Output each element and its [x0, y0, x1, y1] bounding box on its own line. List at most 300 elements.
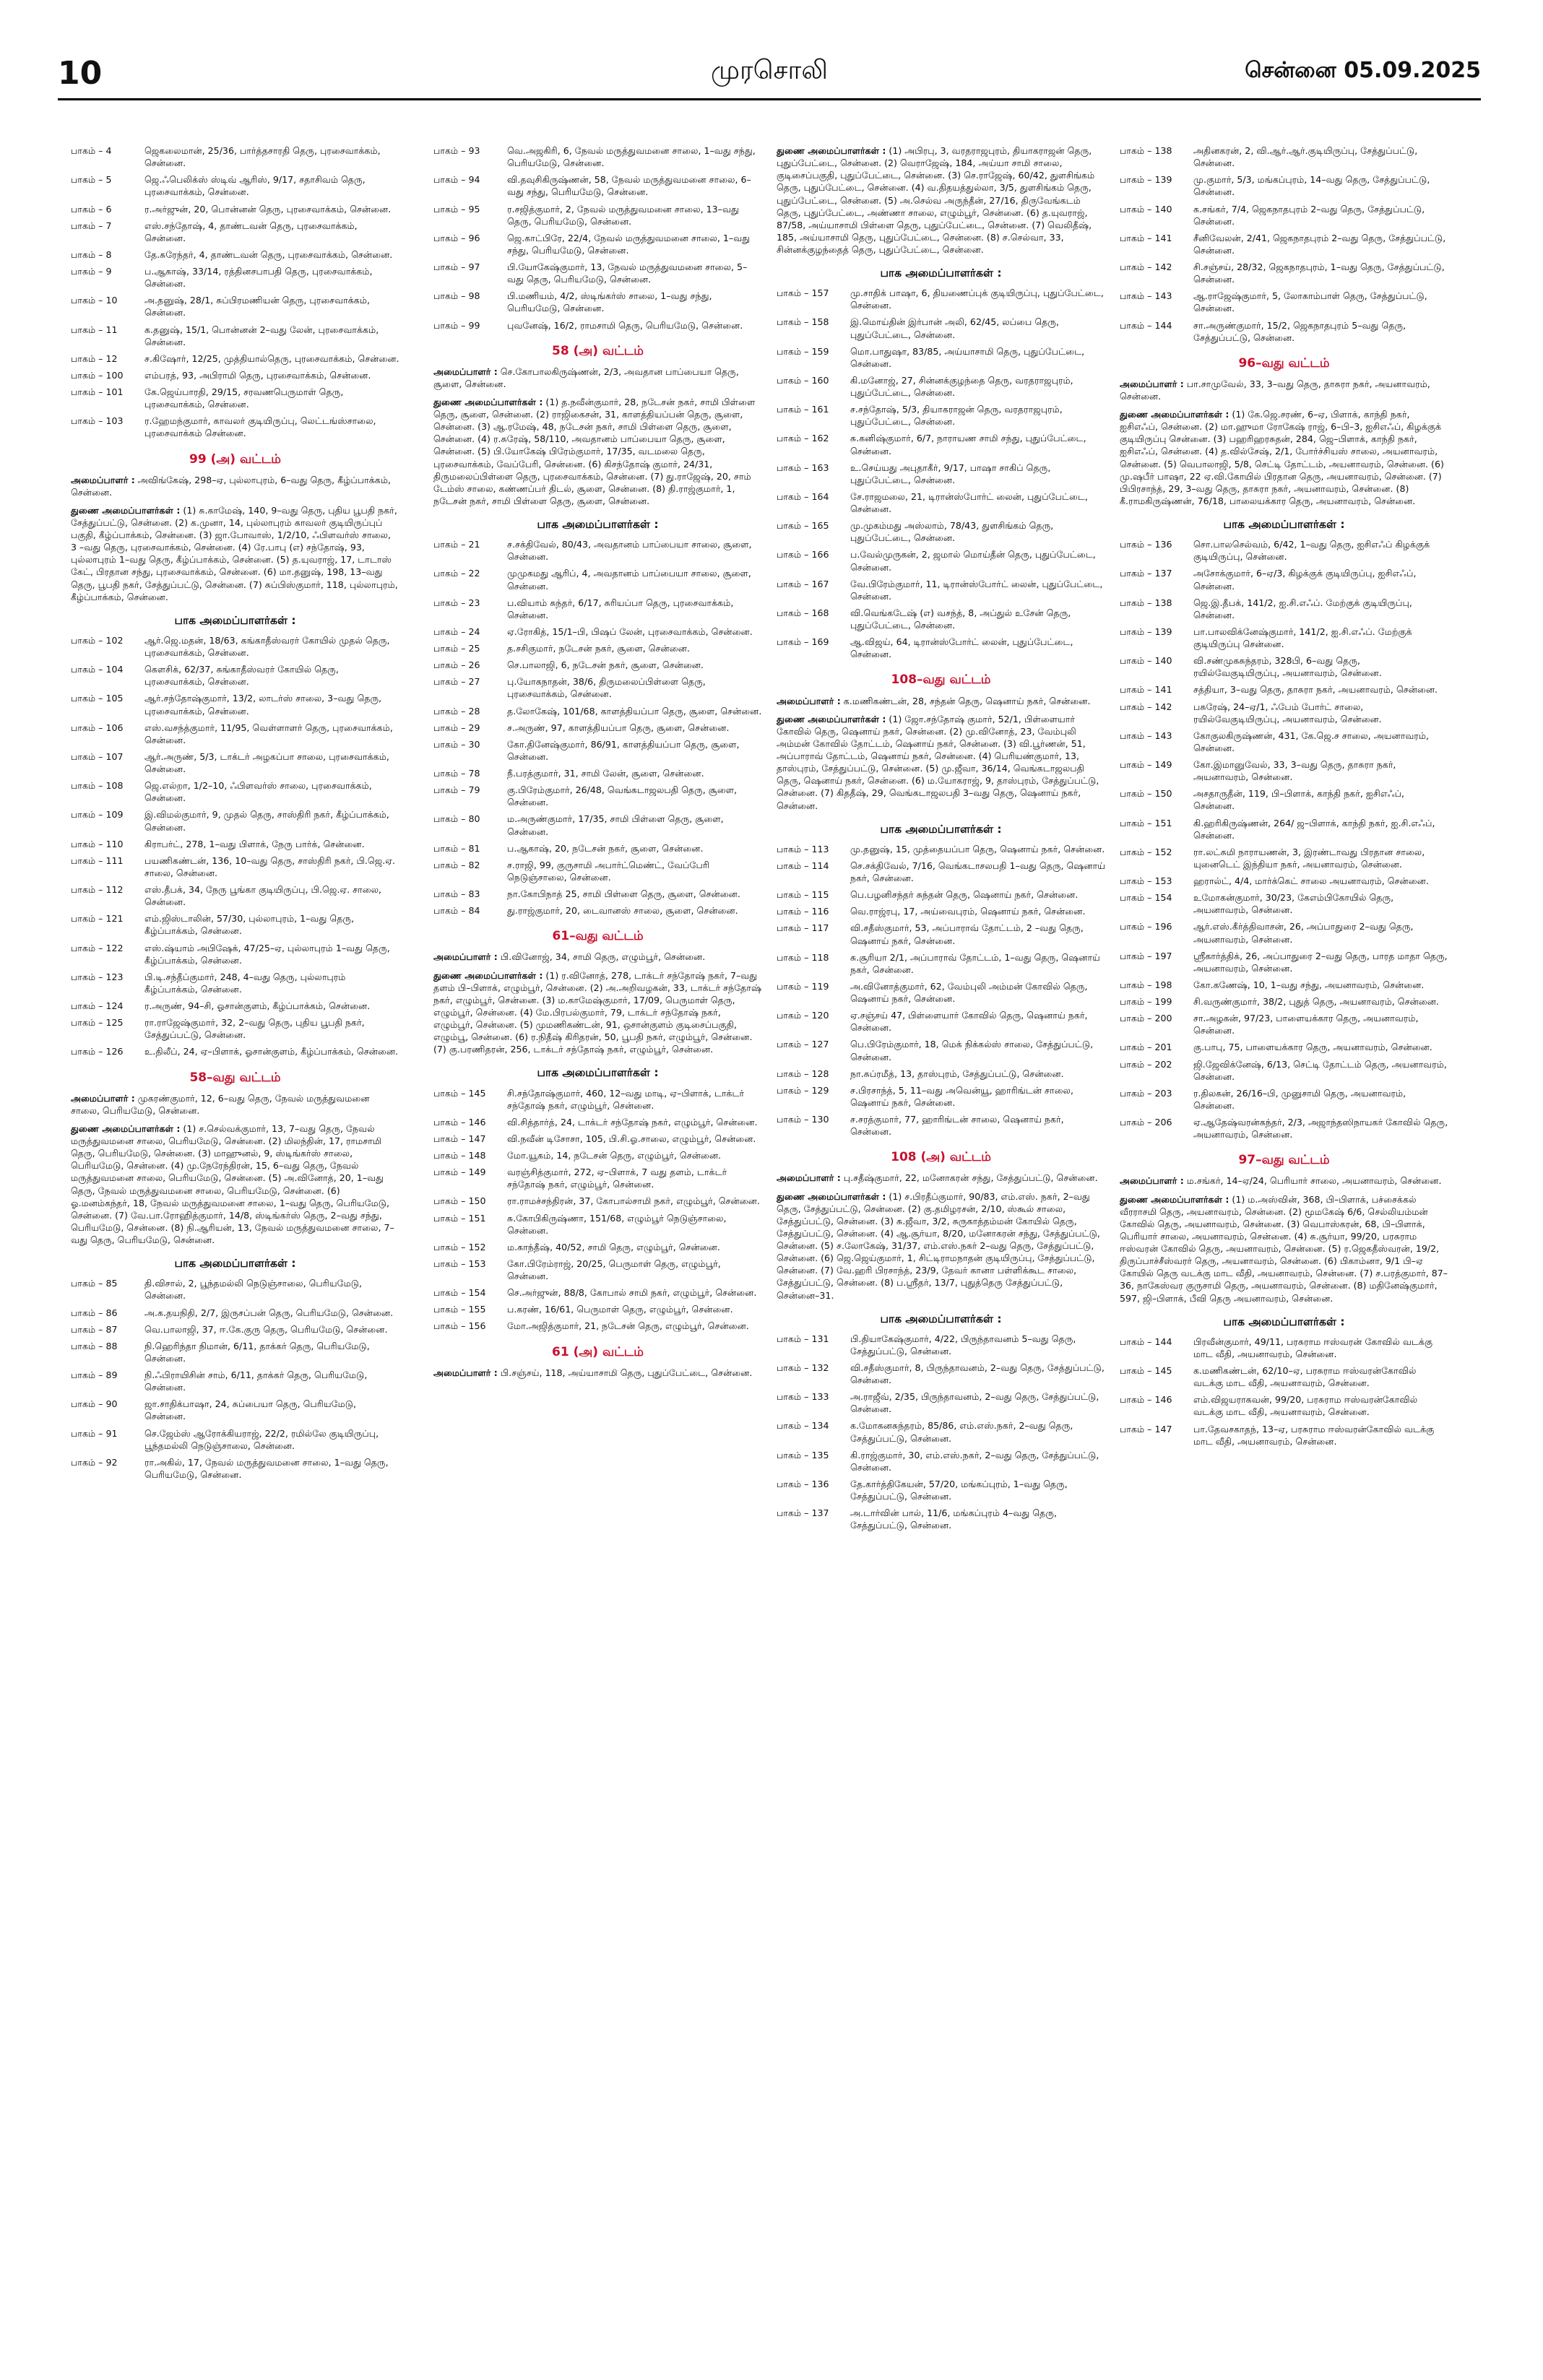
booth-organizer-details: எம்பரத், 93, அபிராமி தெரு, புரசைவாக்கம், சென்னை.	[144, 369, 371, 381]
booth-organizer-details: ச.பிரசாந்த், 5, 11–வது அவென்யூ, ஹாரிங்டன் சாலை, ஷெனாய் நகர், சென்னை.	[850, 1084, 1073, 1108]
booth-entry	[71, 386, 399, 410]
booth-organizer-details: தே.கார்த்திகேயன், 57/20, மங்கப்புரம், 1–வது தெரு, சேத்துப்பட்டு, சென்னை.	[850, 1478, 1068, 1502]
deputies-label: துணை அமைப்பாளர்கள் :	[777, 145, 886, 156]
booth-organizer-details: அ.க.தயநிதி, 2/7, இருசப்பன் தெரு, பெரியமேடு, சென்னை.	[144, 1307, 394, 1318]
booth-entry	[71, 692, 399, 717]
subsection-heading: பாக அமைப்பாளர்கள் :	[537, 518, 659, 532]
deputies-text: (1) ஜோ.சந்தோஷ் குமார், 52/1, பிள்ளையார் கோவில் தெரு, ஷெனாய் நகர், சென்னை. (2) மு.வினோத், 23, வேம்புலி அம்மன் கோவில் தோட்டம், ஷெனாய் நகர், சென்னை. (3) வி.பூர்ணன், 51, அப்பாராவ் தோட்டம், ஷெனாய் நகர், சென்னை. (4) பெரியண்குமார், 13, தாஸ்புரம், சேத்துப்பட்டு, சென்னை. (5) மு.ஜீவா, 36/14, வெங்கடாஜலபதி தெரு, ஷெனாய் நகர், சென்னை. (6) ம.யோகராஜ், 9, தாஸ்புரம், சேத்துப்பட்டு, சென்னை. (7) கிததீஷ், 29, வெங்கடாஜலபதி 3–வது தெரு, ஷெனாய் நகர், சென்னை.	[777, 713, 1099, 811]
booth-entry	[777, 490, 1105, 515]
booth-number: பாகம் – 84	[433, 905, 480, 917]
booth-organizer-details: நி.ஃபிராயிசின் சாம், 6/11, தாக்கர் தெரு, பெரியமேடு, சென்னை.	[144, 1369, 368, 1393]
booth-entry	[433, 626, 762, 638]
booth-entry	[777, 951, 1105, 976]
booth-entry	[777, 1038, 1105, 1063]
booth-number: பாகம் – 99	[433, 319, 480, 331]
subsection-heading: பாக அமைப்பாளர்கள் :	[880, 822, 1002, 836]
subsection-heading: பாக அமைப்பாளர்கள் :	[1223, 518, 1345, 532]
booth-number: பாகம் – 23	[433, 597, 480, 608]
booth-entry	[71, 1340, 399, 1364]
booth-organizer-details: ஏ.ஆதேஷ்வரன்கந்தர், 2/3, அஜாந்தஸிநாயகர் கோவில் தெரு, அயனாவரம், சென்னை.	[1193, 1117, 1448, 1141]
booth-entry	[433, 1195, 762, 1207]
booth-number: பாகம் – 147	[433, 1133, 486, 1144]
booth-number: பாகம் – 146	[433, 1116, 486, 1128]
booth-number: பாகம் – 147	[1120, 1423, 1172, 1435]
booth-organizer-details: ஏ.சஞ்சய் 47, பிள்ளையார் கோவில் தெரு, ஷெனாய் நகர், சென்னை.	[850, 1010, 1088, 1034]
booth-entry	[1120, 1423, 1448, 1448]
booth-number: பாகம் – 138	[1120, 597, 1172, 608]
booth-organizer-details: பா.பாலவிக்னேஷ்குமார், 141/2, ஐ.சி.எஃப். மேற்குக் குடியிருப்பு சென்னை.	[1193, 626, 1412, 650]
entry-list	[777, 1333, 1105, 1532]
entry-list	[433, 144, 762, 332]
booth-entry	[1120, 1364, 1448, 1389]
booth-organizer-details: பி.தியாகேஷ்குமார், 4/22, பிருந்தாவனம் 5–வது தெரு, சேத்துப்பட்டு, சென்னை.	[850, 1333, 1076, 1356]
booth-organizer-details: அ.வினோத்குமார், 62, வேம்புலி அம்மன் கோவில் தெரு, ஷெனாய் நகர், சென்னை.	[850, 980, 1088, 1005]
booth-entry	[1120, 1058, 1448, 1083]
page-number: 10	[58, 55, 103, 92]
booth-number: பாகம் – 155	[433, 1304, 486, 1315]
booth-organizer-details: ஜா.சாதிக்பாஷா, 24, சுப்பையா தெரு, பெரியமேடு, சென்னை.	[144, 1398, 356, 1422]
edition-date: சென்னை 05.09.2025	[1245, 58, 1481, 83]
booth-organizer-details: மு.முகம்மது அஸ்லாம், 78/43, துளசிங்கம் தெரு, புதுப்பேட்டை, சென்னை.	[850, 520, 1054, 544]
booth-organizer-details: பசுரேஷ், 24–ஏ/1, ஃபேம் போர்ட் சாலை, ரயில்வேகுடியிருப்பு, அயனாவரம், சென்னை.	[1193, 701, 1382, 724]
booth-number: பாகம் – 145	[433, 1087, 486, 1099]
booth-entry	[71, 663, 399, 688]
booth-number: பாகம் – 154	[1120, 892, 1172, 904]
booth-number: பாகம் – 28	[433, 705, 480, 717]
booth-number: பாகம் – 144	[1120, 319, 1172, 331]
booth-number: பாகம் – 95	[433, 203, 480, 215]
booth-entry	[777, 287, 1105, 311]
booth-organizer-details: சி.வருண்குமார், 38/2, புதுத் தெரு, அயனாவரம், சென்னை.	[1193, 996, 1439, 1008]
booth-number: பாகம் – 107	[71, 750, 124, 762]
booth-entry	[777, 1507, 1105, 1531]
booth-organizer-details: வெ.பாலாஜி, 37, ஈ.கே.குரு தெரு, பெரியமேடு, சென்னை.	[144, 1323, 388, 1335]
booth-organizer-details: ம.அருண்குமார், 17/35, சாமி பிள்ளை தெரு, சூளை, சென்னை.	[507, 813, 724, 837]
booth-number: பாகம் – 128	[777, 1068, 829, 1079]
entry-list	[1120, 1336, 1448, 1448]
booth-entry	[433, 642, 762, 654]
booth-entry	[1120, 683, 1448, 696]
booth-organizer-details: சொ.பாலசெல்வம், 6/42, 1–வது தெரு, ஐசிஎஃப் கிழக்குக் குடியிருப்பு, சென்னை.	[1193, 539, 1430, 563]
booth-number: பாகம் – 111	[71, 854, 124, 866]
booth-number: பாகம் – 79	[433, 784, 480, 796]
booth-organizer-details: சி.சந்தோஷ்குமார், 460, 12–வது மாடி, ஏ–பிளாக், டாக்டர் சந்தோஷ் நகர், எழும்பூர், சென்னை.	[507, 1087, 745, 1111]
booth-organizer-details: ஆர்.அருண், 5/3, டாக்டர் அழகப்பா சாலை, புரசைவாக்கம், சென்னை.	[144, 750, 389, 775]
booth-organizer-details: க.தனுஷ், 15/1, பொன்னன் 2–வது லேன், புரசைவாக்கம், சென்னை.	[144, 324, 379, 347]
booth-organizer-details: ர.ஹேமந்குமார், காவலர் குடியிருப்பு, லெட்டங்ஸ்சாலை, புரசைவாக்கம் சென்னை.	[144, 415, 376, 439]
booth-number: பாகம் – 118	[777, 951, 829, 963]
booth-entry	[433, 1149, 762, 1161]
entry-list	[71, 634, 399, 1058]
booth-organizer-details: பெ.பழனிசந்தர் சுந்தன் தெரு, ஷெனாய் நகர், சென்னை.	[850, 889, 1079, 901]
booth-entry	[777, 462, 1105, 486]
booth-organizer-details: எஸ்.ஷ்யாம் அபிஷேக், 47/25–ஏ, புல்லாபுரம் 1–வது தெரு, கீழ்ப்பாக்கம், சென்னை.	[144, 942, 390, 966]
deputies-block	[777, 713, 1105, 812]
deputies-label: துணை அமைப்பாளர்கள் :	[777, 713, 886, 724]
booth-organizer-details: ஜெகலைமான், 25/36, பார்த்தசாரதி தெரு, புரசைவாக்கம், சென்னை.	[144, 145, 381, 169]
booth-entry	[1120, 920, 1448, 945]
booth-organizer-details: ரா.அகில், 17, நேவல் மருத்துவமனை சாலை, 1–வது தெரு, பெரியமேடு, சென்னை.	[144, 1456, 389, 1480]
booth-entry	[71, 144, 399, 169]
booth-number: பாகம் – 198	[1120, 979, 1172, 990]
booth-entry	[433, 1116, 762, 1128]
booth-organizer-details: வெ.ராஜ்ரபு, 17, அய்வைபுரம், ஷெனாய் நகர், சென்னை.	[850, 906, 1086, 917]
booth-organizer-details: உ.திலீப், 24, ஏ–பிளாக், ஓசான்குளம், கீழ்ப்பாக்கம், சென்னை.	[144, 1046, 399, 1057]
booth-organizer-details: பெ.பிரேம்குமார், 18, மெக் நிக்கல்ஸ் சாலை, சேத்துப்பட்டு, சென்னை.	[850, 1039, 1094, 1063]
booth-organizer-details: அசதாருதீன், 119, பி–பிளாக், காந்தி நகர், ஐசிஎஃப், சென்னை.	[1193, 788, 1404, 812]
booth-number: பாகம் – 121	[71, 913, 124, 925]
booth-organizer-details: கோ.இமானுவேல், 33, 3–வது தெரு, தாசுரா நகர், அயனாவரம், சென்னை.	[1193, 759, 1396, 783]
booth-entry	[1120, 1336, 1448, 1360]
booth-organizer-details: ச.அருண், 97, காளத்தியப்பா தெரு, சூளை, சென்னை.	[507, 722, 730, 733]
booth-entry	[71, 779, 399, 804]
booth-organizer-details: எம்.ஜிஸ்டாலின், 57/30, புல்லாபுரம், 1–வது தெரு, கீழ்ப்பாக்கம், சென்னை.	[144, 913, 355, 937]
subsection-heading: பாக அமைப்பாளர்கள் :	[880, 1312, 1002, 1325]
booth-entry	[71, 722, 399, 746]
deputies-block	[433, 969, 762, 1056]
booth-entry	[433, 675, 762, 700]
booth-number: பாகம் – 120	[777, 1010, 829, 1021]
booth-entry	[777, 888, 1105, 901]
booth-organizer-details: ஸ்ரீகார்த்திக், 26, அப்பாதுரை 2–வது தெரு, பாரத மாதா தெரு, அயனாவரம், சென்னை.	[1193, 950, 1448, 974]
booth-organizer-details: கி.மனோஜ், 27, சின்னக்குழந்தை தெரு, வரதராஜபுரம், புதுப்பேட்டை, சென்னை.	[850, 374, 1073, 399]
booth-number: பாகம் – 11	[71, 324, 118, 335]
booth-organizer-details: ச.சரத்குமார், 77, ஹாரிங்டன் சாலை, ஷெனாய் நகர், சென்னை.	[850, 1114, 1064, 1138]
organizer-label: அமைப்பாளர் :	[433, 951, 498, 963]
organizer-label: அமைப்பாளர் :	[777, 1172, 841, 1184]
booth-organizer-details: ர.சஜித்குமார், 2, நேவல் மருத்துவமனை சாலை, 13–வது தெரு, பெரியமேடு, சென்னை.	[507, 203, 739, 227]
booth-number: பாகம் – 88	[71, 1340, 118, 1351]
organizer-block	[777, 695, 1105, 707]
organizer-block	[1120, 1174, 1448, 1187]
booth-organizer-details: வி.சதீஸ்குமார், 8, பிருந்தாவனம், 2–வது தெரு, சேத்துப்பட்டு, சென்னை.	[850, 1362, 1105, 1386]
header-rule	[58, 98, 1481, 100]
booth-number: பாகம் – 168	[777, 607, 829, 618]
booth-number: பாகம் – 80	[433, 813, 480, 825]
booth-organizer-details: நா.கோபிநாத் 25, சாமி பிள்ளை தெரு, சூளை, சென்னை.	[507, 888, 740, 900]
booth-organizer-details: பயணிகண்டன், 136, 10–வது தெரு, சாஸ்திரி நகர், பி.ஜெ.ஏ. சாலை, சென்னை.	[144, 854, 396, 878]
booth-entry	[777, 1390, 1105, 1415]
booth-number: பாகம் – 158	[777, 316, 829, 328]
booth-number: பாகம் – 151	[1120, 817, 1172, 828]
booth-entry	[1120, 626, 1448, 650]
booth-number: பாகம் – 112	[71, 884, 124, 896]
entry-list	[433, 538, 762, 917]
booth-entry	[1120, 875, 1448, 887]
booth-entry	[1120, 995, 1448, 1008]
booth-organizer-details: ஆர்.எஸ்.கீர்த்திவாசன், 26, அப்பாதுரை 2–வது தெரு, அயனாவரம், சென்னை.	[1193, 921, 1414, 945]
booth-entry	[777, 1362, 1105, 1386]
organizer-label: அமைப்பாளர் :	[71, 474, 135, 485]
booth-number: பாகம் – 161	[777, 404, 829, 415]
booth-organizer-details: ஹரால்ட், 4/4, மார்க்கெட் சாலை அயனாவரம், சென்னை.	[1193, 875, 1429, 887]
booth-organizer-details: கே.ஜெய்பாரதி, 29/15, சரவணபெருமாள் தெரு, புரசைவாக்கம், சென்னை.	[144, 386, 344, 410]
booth-organizer-details: ரா.லட்சுமி நாராயணன், 3, இரண்டாவது பிரதான சாலை, யுனைடெட் இந்தியா நகர், அயனாவரம், சென்னை.	[1193, 846, 1425, 870]
booth-organizer-details: ச.கிஷோர், 12/25, முத்தியால்தெரு, புரசைவாக்கம், சென்னை.	[144, 352, 399, 364]
booth-number: பாகம் – 4	[71, 145, 112, 156]
deputies-label: துணை அமைப்பாளர்கள் :	[777, 1190, 886, 1202]
booth-number: பாகம் – 105	[71, 693, 124, 704]
booth-entry	[71, 220, 399, 244]
booth-entry	[1120, 1087, 1448, 1112]
booth-number: பாகம் – 136	[777, 1478, 829, 1489]
deputies-block	[71, 504, 399, 603]
booth-organizer-details: உமோகன்குமார், 30/23, கேஎம்பிகோயில் தெரு, அயனாவரம், சென்னை.	[1193, 892, 1394, 916]
booth-organizer-details: பிரவீன்குமார், 49/11, பரசுராம ஈஸ்வரன் கோவில் வடக்கு மாட வீதி, அயனாவரம், சென்னை.	[1193, 1336, 1433, 1359]
booth-number: பாகம் – 101	[71, 386, 124, 397]
booth-number: பாகம் – 98	[433, 290, 480, 302]
booth-entry	[71, 294, 399, 319]
booth-entry	[433, 1241, 762, 1253]
booth-entry	[71, 750, 399, 775]
booth-number: பாகம் – 141	[1120, 684, 1172, 696]
booth-organizer-details: ஆ.விஜய், 64, டிரான்ஸ்போர்ட் லைன், புதுப்பேட்டை, சென்னை.	[850, 636, 1073, 660]
booth-number: பாகம் – 148	[433, 1150, 486, 1161]
booth-number: பாகம் – 24	[433, 626, 480, 637]
booth-number: பாகம் – 136	[1120, 539, 1172, 550]
booth-number: பாகம் – 150	[1120, 788, 1172, 800]
booth-organizer-details: ஜெ.ஃபெலிக்ஸ் ஸ்டிவ் ஆரிஸ், 9/17, சதாசிவம் தெரு, புரசைவாக்கம், சென்னை.	[144, 174, 366, 198]
booth-entry	[433, 319, 762, 332]
booth-number: பாகம் – 152	[433, 1241, 486, 1252]
subsection-heading: பாக அமைப்பாளர்கள் :	[1223, 1315, 1345, 1328]
booth-number: பாகம் – 146	[1120, 1394, 1172, 1406]
booth-number: பாகம் – 139	[1120, 174, 1172, 186]
booth-entry	[433, 888, 762, 900]
ward-heading: 58–வது வட்டம்	[189, 1070, 281, 1085]
booth-organizer-details: செ.சக்திவேல், 7/16, வெங்கடாசலபதி 1–வது தெரு, ஷெனாய் நகர், சென்னை.	[850, 860, 1105, 884]
booth-entry	[71, 1045, 399, 1057]
organizer-block	[71, 1092, 399, 1117]
booth-organizer-details: ம.காந்தீஷ், 40/52, சாமி தெரு, எழும்பூர், சென்னை.	[507, 1241, 720, 1252]
organizer-label: அமைப்பாளர் :	[777, 695, 841, 706]
booth-organizer-details: ர.அர்ஜுன், 20, பொன்னன் தெரு, புரசைவாக்கம், சென்னை.	[144, 203, 392, 215]
booth-organizer-details: செ.ஜேம்ஸ் ஆரோக்கியராஜ், 22/2, ரமில்லே குடியிருப்பு, பூந்தமல்லி நெடுஞ்சாலை, சென்னை.	[144, 1427, 379, 1451]
deputies-label: துணை அமைப்பாளர்கள் :	[1120, 1193, 1229, 1205]
booth-number: பாகம் – 108	[71, 780, 124, 792]
booth-organizer-details: கி.ராஜ்குமார், 30, எம்.எஸ்.நகர், 2–வது தெரு, சேத்துப்பட்டு, சென்னை.	[850, 1449, 1099, 1473]
booth-organizer-details: பி.மணியம், 4/2, ஸ்டிங்கர்ஸ் சாலை, 1–வது சந்து, பெரியமேடு, சென்னை.	[507, 290, 712, 314]
booth-entry	[1120, 1012, 1448, 1037]
deputies-text: (1) த.நவீன்குமார், 28, நடேசன் நகர், சாமி பிள்ளை தெரு, சூளை, சென்னை. (2) ராஜிகைசன், 31, காளத்தியப்பன் தெரு, சூளை, சென்னை. (3) ஆ.ரமேஷ், 48, நடேசன் நகர், சாமி பிள்ளை தெரு, சூளை, சென்னை. (4) ர.சுரேஷ், 58/110, அவதானம் பாப்பையா தெரு, சூளை, சென்னை. (5) பி.யோகேஷ் பிரேம்குமார், 17/35, வடமலை தெரு, புரசைவாக்கம், வேப்பேரி, சென்னை. (6) கிசந்தோஷ் குமார், 24/31, திருமலைப்பிள்ளை தெரு, புரசைவாக்கம், சென்னை. (7) து.ராஜேஷ், 20, சாம் டேம்ஸ் சாலை, கண்ணப்பர் திடல், சூளை, சென்னை. (8) தி.ராஜ்குமார், 1, நடேசன் நகர், சாமி பிள்ளை தெரு, சூளை, சென்னை.	[433, 396, 756, 506]
booth-entry	[433, 261, 762, 285]
deputies-text: (1) கே.ஜெ.சரண், 6–ஏ, பிளாக், காந்தி நகர், ஐசிஎஃப், சென்னை. (2) மா.ஹுமா ரோகேஷ் ராஜ், 6–பி–3, ஐசிஎஃப், கிழக்குக் குடியிருப்பு சென்னை. (3) பஹரிஹரசுதன், 284, ஜெ–பிளாக், காந்தி நகர், ஐசிஎஃப், சென்னை. (4) த.வில்சேஷ், 2/1, போர்ச்சியஸ் சாலை, அயனாவரம், சென்னை. (5) வெபாலாஜி, 5/8, செட்டி தோட்டம், அயனாவரம், சென்னை. (6) மு.ஷபீர் பாஷா, 22 ஏ.வி.கோயில் பிரதான தெரு, அயனாவரம், சென்னை. (7) பிபிரசாந்த், 29, 3–வது தெரு, தாசுரா நகர், அயனாவரம், சென்னை. (8) கீ.ராமகிருஷ்ணன், 76/18, பாலையக்கார தெரு, அயனாவரம், சென்னை.	[1120, 409, 1444, 506]
booth-number: பாகம் – 141	[1120, 232, 1172, 243]
booth-number: பாகம் – 92	[71, 1456, 118, 1468]
booth-entry	[71, 369, 399, 381]
ward-heading: 61 (அ) வட்டம்	[552, 1344, 644, 1359]
booth-entry	[1120, 846, 1448, 870]
booth-organizer-details: ஜி.ஜேவிக்னேஷ், 6/13, செட்டி தோட்டம் தெரு, அயனாவரம், சென்னை.	[1193, 1058, 1447, 1082]
booth-organizer-details: வி.சதீஸ்குமார், 53, அப்பாராவ் தோட்டம், 2 –வது தெரு, ஷெனாய் நகர், சென்னை.	[850, 922, 1084, 946]
organizer-block	[71, 474, 399, 498]
booth-organizer-details: சு.கோபிகிருஷ்ணா, 151/68, எழும்பூர் நெடுஞ்சாலை, சென்னை.	[507, 1212, 727, 1236]
booth-organizer-details: மொ.பாதுஷா, 83/85, அய்யாசாமி தெரு, புதுப்பேட்டை, சென்னை.	[850, 345, 1085, 369]
booth-organizer-details: ப.வேல்முருகன், 2, ஜமால் மொய்தீன் தெரு, புதுப்பேட்டை, சென்னை.	[850, 549, 1096, 573]
booth-entry	[71, 1277, 399, 1302]
booth-entry	[1120, 950, 1448, 974]
deputies-label: துணை அமைப்பாளர்கள் :	[71, 504, 181, 516]
booth-organizer-details: செ.அர்ஜுன், 88/8, கோபால் சாமி நகர், எழும்பூர், சென்னை.	[507, 1287, 757, 1299]
booth-organizer-details: நி.ஹெரிந்தா நிமான், 6/11, தாக்கர் தெரு, பெரியமேடு, சென்னை.	[144, 1340, 370, 1364]
booth-entry	[71, 248, 399, 261]
booth-organizer-details: எஸ்.தீபக், 34, நேரு பூங்கா குடியிருப்பு, பி.ஜெ.ஏ. சாலை, சென்னை.	[144, 884, 382, 908]
booth-number: பாகம் – 78	[433, 768, 480, 779]
deputies-text: (1) அபிரபு, 3, வரதராஜபுரம், தியாகராஜன் தெரு, புதுப்பேட்டை, சென்னை. (2) வெராஜேஷ், 184, அய்யா சாமி சாலை, குடிசைப்பகுதி, புதுப்பேட்டை, சென்னை. (3) செ.ராஜேஷ், 60/42, துளசிங்கம் தெரு, புதுப்பேட்டை, சென்னை. (4) வ.திதயத்துல்லா, 3/5, துளசிங்கம் தெரு, புதுப்பேட்டை, சென்னை. (5) அ.செல்வ அருந்தீன், 27/16, திருவேங்கடம் தெரு, புதுப்பேட்டை, அண்ணா சாலை, எழும்பூர், சென்னை. (6) த.யுவராஜ், 87/58, அய்யாசாமி பிள்ளை தெரு, புதுப்பேட்டை, சென்னை. (7) வெலிதீஷ், 185, அய்யாசாமி தெரு, புதுப்பேட்டை, சென்னை. (8) ச.செல்வா, 33, சின்னக்குழந்தைத் தெரு, புதுப்பேட்டை, சென்னை.	[777, 145, 1095, 255]
booth-organizer-details: ர.திலகன், 26/16–பி, முனுசாமி தெரு, அயனாவரம், சென்னை.	[1193, 1087, 1406, 1111]
ward-heading: 108 (அ) வட்டம்	[891, 1150, 991, 1165]
booth-entry	[1120, 1116, 1448, 1141]
booth-number: பாகம் – 27	[433, 676, 480, 688]
booth-entry	[433, 1303, 762, 1315]
booth-entry	[71, 1000, 399, 1012]
newspaper-title: முரசொலி	[711, 56, 828, 85]
booth-entry	[433, 784, 762, 808]
booth-entry	[1120, 1041, 1448, 1053]
booth-organizer-details: வெ.அஜகிரி, 6, நேவல் மருத்துவமனை சாலை, 1–வது சந்து, பெரியமேடு, சென்னை.	[507, 145, 756, 169]
booth-organizer-details: நீ.பரத்குமார், 31, சாமி லேன், சூளை, சென்னை.	[507, 768, 704, 779]
entry-list	[1120, 144, 1448, 344]
organizer-block	[777, 1172, 1105, 1184]
booth-number: பாகம் – 22	[433, 568, 480, 579]
booth-entry	[777, 1419, 1105, 1444]
ward-heading: 61–வது வட்டம்	[552, 929, 644, 944]
booth-number: பாகம் – 140	[1120, 655, 1172, 667]
booth-number: பாகம் – 203	[1120, 1087, 1172, 1099]
booth-number: பாகம் – 106	[71, 722, 124, 733]
booth-number: பாகம் – 117	[777, 922, 829, 934]
booth-number: பாகம் – 134	[777, 1420, 829, 1432]
booth-number: பாகம் – 123	[71, 971, 124, 982]
booth-entry	[433, 144, 762, 169]
booth-number: பாகம் – 116	[777, 906, 829, 917]
booth-organizer-details: பா.தேவசகாதந், 13–ஏ, பரசுராம ஈஸ்வரன்கோவில் வடக்கு மாட வீதி, அயனாவரம், சென்னை.	[1193, 1423, 1435, 1447]
deputies-label: துணை அமைப்பாளர்கள் :	[433, 969, 543, 981]
booth-organizer-details: முமுகமது ஆரிப், 4, அவதானம் பாப்பையா சாலை, சூளை, சென்னை.	[507, 568, 751, 592]
booth-number: பாகம் – 93	[433, 145, 480, 156]
booth-organizer-details: ஆர்.ஜெ.மதன், 18/63, கங்காதீஸ்வரர் கோயில் முதல் தெரு, புரசைவாக்கம், சென்னை.	[144, 634, 390, 659]
booth-entry	[433, 1320, 762, 1332]
ward-heading: 58 (அ) வட்டம்	[552, 343, 644, 358]
booth-number: பாகம் – 104	[71, 664, 124, 675]
booth-number: பாகம் – 164	[777, 490, 829, 502]
booth-entry	[1120, 567, 1448, 592]
booth-organizer-details: ஜெ.காட்பிரே, 22/4, நேவல் மருத்துவமனை சாலை, 1–வது சந்து, பெரியமேடு, சென்னை.	[507, 232, 751, 256]
subsection-heading: பாக அமைப்பாளர்கள் :	[174, 1257, 296, 1271]
booth-number: பாகம் – 89	[71, 1369, 118, 1380]
booth-entry	[1120, 173, 1448, 198]
booth-entry	[1120, 787, 1448, 812]
booth-number: பாகம் – 81	[433, 842, 480, 854]
booth-organizer-details: அசோக்குமார், 6–ஏ/3, கிழக்குக் குடியிருப்பு, ஐசிஎஃப், சென்னை.	[1193, 568, 1417, 592]
booth-organizer-details: க.மோகனசுந்தரம், 85/86, எம்.எஸ்.நகர், 2–வது தெரு, சேத்துப்பட்டு, சென்னை.	[850, 1420, 1073, 1444]
booth-number: பாகம் – 102	[71, 634, 124, 646]
booth-entry	[1120, 319, 1448, 344]
deputies-text: (1) சு.காமேஷ், 140, 9–வது தெரு, புதிய பூபதி நகர், சேத்துப்பட்டு, சென்னை. (2) க.முனா, 14, புல்லாபுரம் காவலர் குடியிருப்புப் பகுதி, கீழ்ப்பாக்கம், சென்னை. (3) ஜா.போவாஸ், 1/2/10, ஃபிளவர்ஸ் சாலை, 3 –வது தெரு, புரசைவாக்கம், சென்னை. (4) ரே.பாபு (எ) சந்தோஷ், 93, புல்லாபுரம் 1–வது தெரு, கீழ்ப்பாக்கம், சென்னை. (5) த.யுவராஜ், 17, டாடாஸ் கேட், பிரதான சந்து, புரசைவாக்கம், சென்னை. (6) மா.தனுஷ், 198, 13–வது தெரு, பூபதி நகர், சேத்துப்பட்டு, சென்னை. (7) சுப்பிஸ்குமார், 118, புல்லாபுரம், கீழ்ப்பாக்கம், சென்னை.	[71, 504, 398, 602]
booth-organizer-details: கோ.பிரேம்ராஜ், 20/25, பெருமாள் தெரு, எழும்பூர், சென்னை.	[507, 1258, 721, 1281]
entry-list	[1120, 538, 1448, 1141]
deputies-text: (1) ர.வினோத், 278, டாக்டர் சந்தோஷ் நகர், 7–வது தளம் பி–பிளாக், எழும்பூர், சென்னை. (2) அ.அறிவழகன், 33, டாக்டர் சந்தோஷ் நகர், எழும்பூர், சென்னை. (3) ம.காமேஷ்குமார், 17/09, பெருமாள் தெரு, எழும்பூர், சென்னை. (4) மே.பிரபல்குமார், 79, டாக்டர் சந்தோஷ் நகர், எழும்பூர், சென்னை. (5) முமணிகண்டன், 91, ஒசான்குளம் குடிசைப்பகுதி, எழும்பூ, சென்னை. (6) ர.நிதீஷ் கிரிதரன், 50, பூபதி நகர், எழும்பூர், சென்னை. (7) கு.பரணிதரன், 256, டாக்டர் சந்தோஷ் நகர், எழும்பூர், சென்னை.	[433, 969, 762, 1055]
booth-number: பாகம் – 8	[71, 248, 112, 260]
booth-entry	[1120, 891, 1448, 916]
booth-organizer-details: கி.ஹரிகிருஷ்ணன், 264/ ஜ–பிளாக், காந்தி நகர், ஐ.சி.எஃப், சென்னை.	[1193, 817, 1435, 841]
entry-list	[777, 843, 1105, 1138]
booth-entry	[1120, 701, 1448, 725]
booth-number: பாகம் – 87	[71, 1323, 118, 1335]
booth-organizer-details: ப.ஆகாஷ், 33/14, ரத்தினசபாபதி தெரு, புரசைவாக்கம், சென்னை.	[144, 266, 373, 290]
booth-number: பாகம் – 82	[433, 859, 480, 870]
booth-organizer-details: சு.கனிஷ்குமார், 6/7, நாராயண சாமி சந்து, புதுப்பேட்டை, சென்னை.	[850, 433, 1086, 456]
booth-entry	[1120, 654, 1448, 679]
booth-organizer-details: ச.சக்திவேல், 80/43, அவதானம் பாப்பையா சாலை, சூளை, சென்னை.	[507, 539, 752, 563]
booth-entry	[777, 403, 1105, 428]
booth-entry	[777, 578, 1105, 602]
booth-number: பாகம் – 119	[777, 980, 829, 992]
booth-number: பாகம் – 151	[433, 1212, 486, 1224]
booth-number: பாகம் – 135	[777, 1449, 829, 1461]
booth-entry	[433, 767, 762, 779]
booth-entry	[1120, 730, 1448, 754]
booth-number: பாகம் – 83	[433, 888, 480, 900]
deputies-label: துணை அமைப்பாளர்கள் :	[1120, 409, 1229, 420]
booth-organizer-details: ஜெ.இ.தீபக், 141/2, ஐ.சி.எஃப். மேற்குக் குடியிருப்பு, சென்னை.	[1193, 597, 1412, 620]
booth-entry	[433, 859, 762, 883]
booth-organizer-details: சே.ராஜமலை, 21, டிரான்ஸ்போர்ட் லைன், புதுப்பேட்டை, சென்னை.	[850, 490, 1088, 515]
booth-entry	[71, 1369, 399, 1393]
booth-number: பாகம் – 109	[71, 809, 124, 821]
organizer-block	[433, 365, 762, 390]
deputies-block	[1120, 1193, 1448, 1304]
booth-entry	[71, 971, 399, 995]
booth-entry	[71, 173, 399, 198]
booth-entry	[1120, 979, 1448, 991]
subsection-heading: பாக அமைப்பாளர்கள் :	[537, 1066, 659, 1080]
booth-organizer-details: க.மணிகண்டன், 62/10–ஏ, பரசுராம ஈஸ்வரன்கோவில் வடக்கு மாட வீதி, அயனாவரம், சென்னை.	[1193, 1365, 1417, 1389]
booth-number: பாகம் – 9	[71, 266, 112, 277]
booth-entry	[777, 636, 1105, 660]
booth-organizer-details: தே.சுரேந்தர், 4, தாண்டவன் தெரு, புரசைவாக்கம், சென்னை.	[144, 248, 393, 260]
booth-organizer-details: வி.வெங்கடேஷ் (எ) வசந்த், 8, அப்துல் உசேன் தெரு, புதுப்பேட்டை, சென்னை.	[850, 607, 1071, 631]
booth-entry	[777, 1084, 1105, 1109]
deputies-text: (1) ம.அஸ்வின், 368, பி–பிளாக், பச்சைக்கல் வீரராசமி தெரு, அயனாவரம், சென்னை. (2) மூமகேஷ் 6/6, செல்லியம்மன் கோவில் தெரு, அயனாவரம், சென்னை. (3) வெபாஸ்கரன், 68, பி–பிளாக், பெரியார் சாலை, அயனாவரம், சென்னை. (4) சு.சூர்யா, 99/20, பரசுராம ஈஸ்வரன் கோவில் தெரு, அயனாவரம், சென்னை. (5) ர.ஜெகதீஸ்வரன், 19/2, திருப்பாச்சீஸ்வரர் தெரு, அயனாவரம், சென்னை. (6) பிகாம்னா, 9/1 பி–ஏ கோயில் தெரு வடக்கு மாட வீதி, அயனாவரம், சென்னை. (7) ச.பரத்குமார், 87–36, நாகேஸ்வர குருசாமி தெரு, அயனாவரம், சென்னை. (8) மதினேஷ்குமார், 597, ஜி–பிளாக், பீவி தெரு அயனாவரம், சென்னை.	[1120, 1193, 1448, 1304]
booth-entry	[433, 203, 762, 228]
column-1	[71, 144, 399, 2355]
booth-organizer-details: பி.டி.சந்தீப்குமார், 248, 4–வது தெரு, புல்லாபுரம் கீழ்ப்பாக்கம், சென்னை.	[144, 971, 346, 995]
entry-list	[71, 144, 399, 440]
booth-organizer-details: சீனிவேலன், 2/41, ஜெகநாதபுரம் 2–வது தெரு, சேத்துப்பட்டு, சென்னை.	[1193, 232, 1446, 256]
ward-heading: 97–வது வட்டம்	[1238, 1153, 1330, 1168]
booth-entry	[1120, 290, 1448, 314]
booth-entry	[1120, 261, 1448, 285]
booth-number: பாகம் – 100	[71, 369, 124, 381]
booth-number: பாகம் – 145	[1120, 1365, 1172, 1376]
ward-heading: 99 (அ) வட்டம்	[189, 451, 281, 467]
booth-organizer-details: து.ராஜ்குமார், 20, டைவானஸ் சாலை, சூளை, சென்னை.	[507, 905, 738, 917]
booth-organizer-details: பு.யோகநாதன், 38/6, திருமலைப்பிள்ளை தெரு, புரசைவாக்கம், சென்னை.	[507, 676, 706, 700]
booth-number: பாகம் – 199	[1120, 996, 1172, 1008]
booth-organizer-details: நா.சுப்ரமீத், 13, தாஸ்புரம், சேத்துப்பட்டு, சென்னை.	[850, 1068, 1064, 1079]
booth-number: பாகம் – 142	[1120, 701, 1172, 712]
booth-number: பாகம் – 115	[777, 889, 829, 901]
booth-organizer-details: மு.குமார், 5/3, மங்கப்புரம், 14–வது தெரு, சேத்துப்பட்டு, சென்னை.	[1193, 174, 1430, 198]
booth-organizer-details: த.சசிகுமார், நடேசன் நகர், சூளை, சென்னை.	[507, 643, 690, 654]
booth-number: பாகம் – 149	[433, 1167, 486, 1178]
booth-number: பாகம் – 154	[433, 1287, 486, 1299]
deputies-label: துணை அமைப்பாளர்கள் :	[433, 396, 543, 407]
booth-entry	[71, 883, 399, 908]
booth-number: பாகம் – 97	[433, 261, 480, 272]
booth-organizer-details: வே.பிரேம்குமார், 11, டிரான்ஸ்போர்ட் லைன், புதுப்பேட்டை, சென்னை.	[850, 578, 1103, 602]
